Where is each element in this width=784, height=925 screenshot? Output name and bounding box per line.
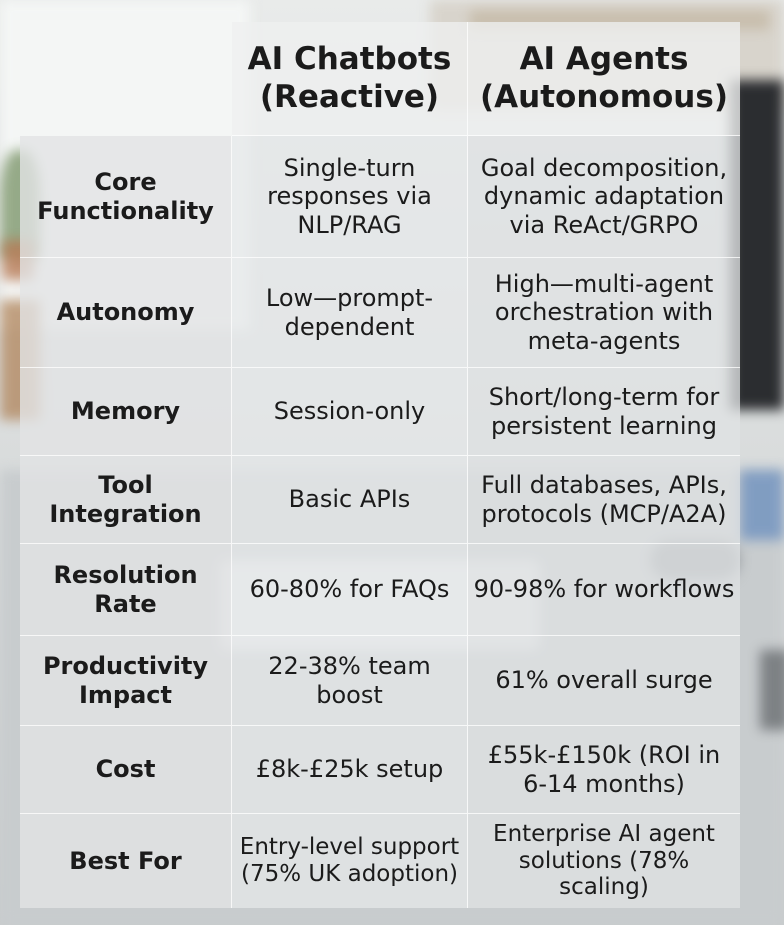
cell-chatbots-resolution-rate: 60-80% for FAQs — [232, 544, 468, 636]
header-agents: AI Agents (Autonomous) — [468, 22, 740, 136]
cell-agents-autonomy: High—multi-agent orchestration with meta-agents — [468, 258, 740, 368]
cell-chatbots-cost: £8k-£25k setup — [232, 726, 468, 814]
comparison-table — [20, 22, 740, 908]
cell-agents-cost: £55k-£150k (ROI in 6-14 months) — [468, 726, 740, 814]
row-label-memory: Memory — [20, 368, 232, 456]
row-label-autonomy: Autonomy — [20, 258, 232, 368]
cell-chatbots-tool-integration: Basic APIs — [232, 456, 468, 544]
cell-agents-productivity-impact: 61% overall surge — [468, 636, 740, 726]
row-label-productivity-impact: Productivity Impact — [20, 636, 232, 726]
row-label-resolution-rate: Resolution Rate — [20, 544, 232, 636]
cell-chatbots-best-for: Entry-level support (75% UK adoption) — [232, 814, 468, 908]
cell-agents-core-functionality: Goal decomposition, dynamic adaptation via ReAct/GRPO — [468, 136, 740, 258]
cell-chatbots-core-functionality: Single-turn responses via NLP/RAG — [232, 136, 468, 258]
row-label-core-functionality: Core Functionality — [20, 136, 232, 258]
header-corner — [20, 22, 232, 136]
row-label-best-for: Best For — [20, 814, 232, 908]
cable-shape — [740, 470, 784, 540]
cell-agents-best-for: Enterprise AI agent solutions (78% scaling) — [468, 814, 740, 908]
row-label-tool-integration: Tool Integration — [20, 456, 232, 544]
device-shape — [760, 650, 784, 730]
header-chatbots: AI Chatbots (Reactive) — [232, 22, 468, 136]
cell-chatbots-productivity-impact: 22-38% team boost — [232, 636, 468, 726]
cell-chatbots-memory: Session-only — [232, 368, 468, 456]
cell-agents-tool-integration: Full databases, APIs, protocols (MCP/A2A) — [468, 456, 740, 544]
cell-chatbots-autonomy: Low—prompt-dependent — [232, 258, 468, 368]
cell-agents-resolution-rate: 90-98% for workflows — [468, 544, 740, 636]
row-label-cost: Cost — [20, 726, 232, 814]
cell-agents-memory: Short/long-term for persistent learning — [468, 368, 740, 456]
